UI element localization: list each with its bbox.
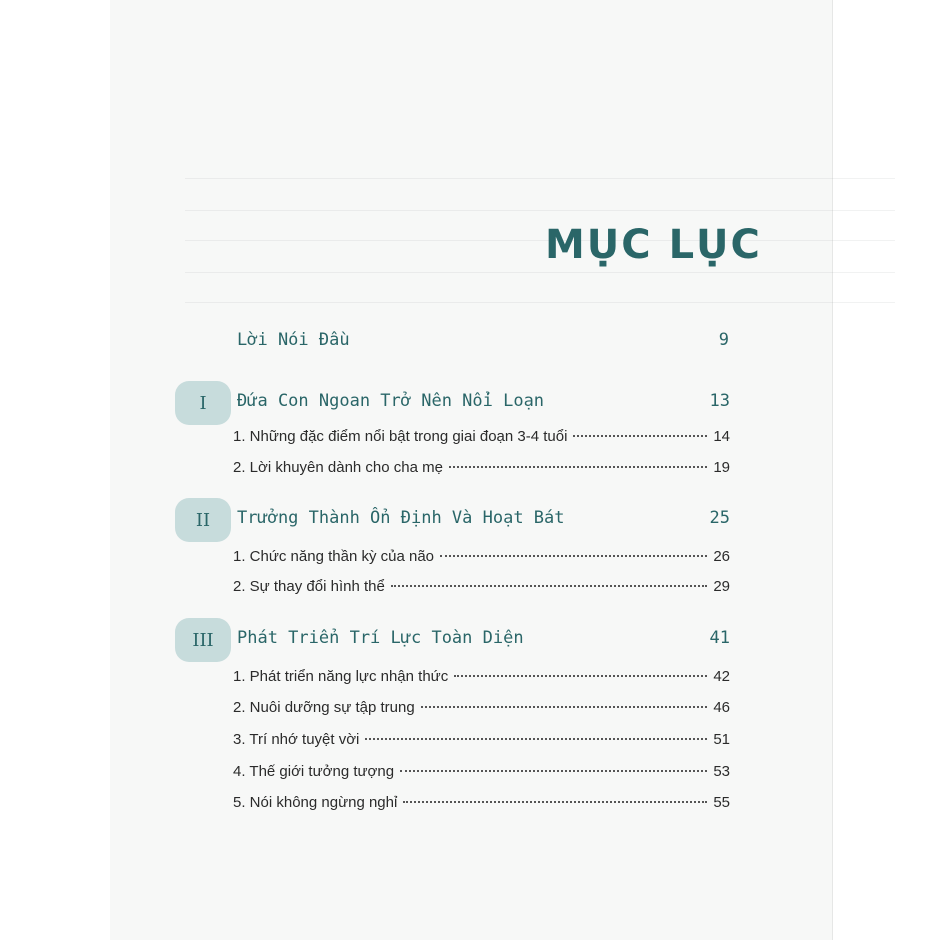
dot-leader (391, 585, 708, 587)
toc-entry-label: 4. Thế giới tưởng tượng (233, 763, 395, 780)
dot-leader (440, 555, 707, 557)
chapter-number-badge: III (175, 618, 231, 662)
toc-entry (233, 459, 730, 479)
toc-entry-label: 2. Sự thay đổi hình thể (233, 578, 385, 595)
preface-entry (237, 330, 729, 350)
show-through-line (185, 272, 895, 273)
chapter-title: Đứa Con Ngoan Trở Nên Nổi Loạn (237, 391, 545, 411)
toc-entry (233, 794, 730, 814)
toc-entry-label: 1. Chức năng thần kỳ của não (233, 548, 435, 565)
toc-entry-page: 19 (713, 459, 730, 476)
toc-entry (233, 548, 730, 568)
toc-entry-page: 46 (713, 699, 730, 716)
toc-entry (233, 668, 730, 688)
chapter-number-badge: I (175, 381, 231, 425)
toc-entry-label: 3. Trí nhớ tuyệt vời (233, 731, 360, 748)
chapter-title: Trưởng Thành Ổn Định Và Hoạt Bát (237, 508, 565, 528)
preface-page: 9 (718, 330, 729, 350)
show-through-line (185, 210, 895, 211)
dot-leader (400, 770, 707, 772)
dot-leader (573, 435, 707, 437)
toc-entry-page: 29 (713, 578, 730, 595)
page-title: MỤC LỤC (545, 222, 762, 268)
toc-entry-label: 1. Phát triển năng lực nhận thức (233, 668, 449, 685)
chapter-heading (175, 381, 730, 425)
toc-entry-page: 14 (713, 428, 730, 445)
toc-entry-label: 2. Lời khuyên dành cho cha mẹ (233, 459, 443, 476)
toc-entry-page: 55 (713, 794, 730, 811)
dot-leader (421, 706, 708, 708)
dot-leader (403, 801, 707, 803)
toc-entry (233, 763, 730, 783)
toc-entry-page: 53 (713, 763, 730, 780)
dot-leader (449, 466, 707, 468)
chapter-number-badge: II (175, 498, 231, 542)
toc-entry (233, 731, 730, 751)
chapter-page: 13 (709, 391, 730, 411)
toc-entry-label: 1. Những đặc điểm nổi bật trong giai đoạn 3-4 tuổi (233, 428, 568, 445)
preface-label: Lời Nói Đầu (237, 330, 350, 350)
chapter-page: 25 (709, 508, 730, 528)
chapter-heading (175, 498, 730, 542)
dot-leader (454, 675, 707, 677)
toc-entry-label: 2. Nuôi dưỡng sự tập trung (233, 699, 415, 716)
toc-entry-label: 5. Nói không ngừng nghỉ (233, 794, 398, 811)
dot-leader (365, 738, 707, 740)
chapter-title: Phát Triển Trí Lực Toàn Diện (237, 628, 524, 648)
toc-entry (233, 578, 730, 598)
show-through-line (185, 178, 895, 179)
toc-entry (233, 428, 730, 448)
chapter-page: 41 (709, 628, 730, 648)
show-through-line (185, 240, 895, 241)
show-through-line (185, 302, 895, 303)
toc-entry-page: 26 (713, 548, 730, 565)
toc-entry-page: 51 (713, 731, 730, 748)
toc-entry (233, 699, 730, 719)
toc-entry-page: 42 (713, 668, 730, 685)
chapter-heading (175, 618, 730, 662)
